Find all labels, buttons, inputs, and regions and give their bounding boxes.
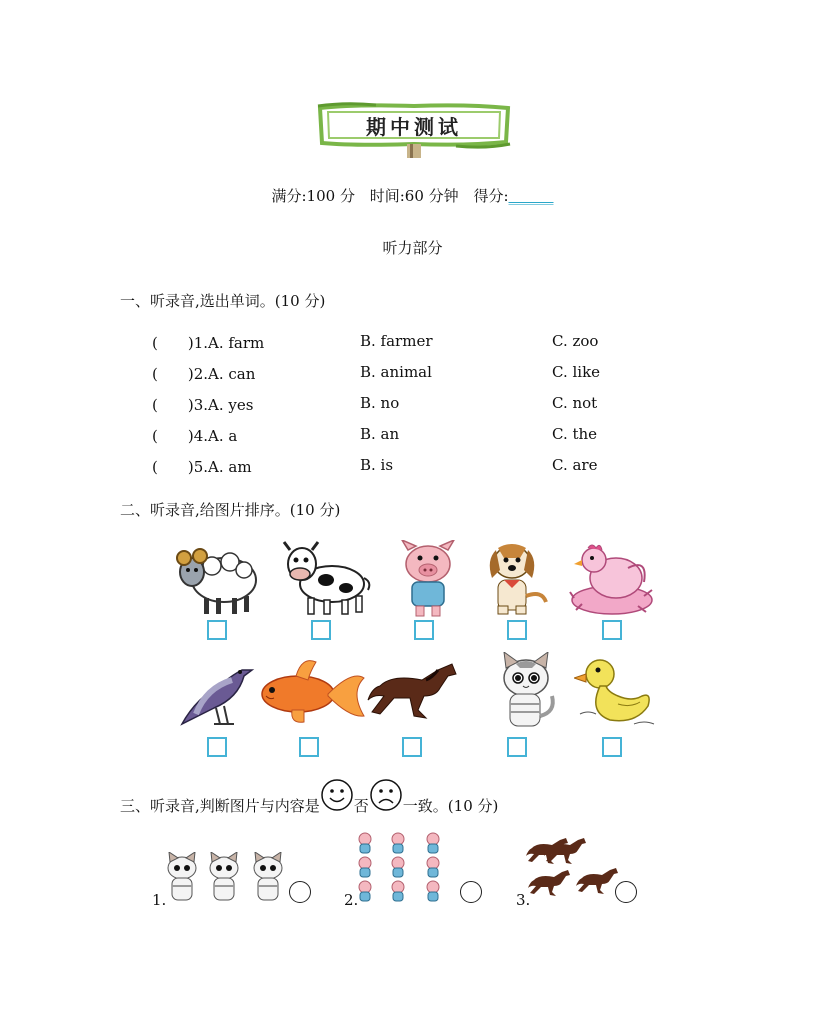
nine-pigs-picture (356, 832, 446, 904)
three-cats-picture (164, 852, 288, 904)
question-row (152, 394, 632, 416)
duck-order-box[interactable] (602, 737, 622, 757)
item-number: 1. (152, 891, 167, 909)
exam-info (0, 185, 825, 206)
hen-order-box[interactable] (602, 620, 622, 640)
question-stem[interactable]: ( )1.A. farm (152, 334, 265, 352)
section-2-title: 二、听录音,给图片排序。(10 分) (120, 501, 341, 519)
dog-order-box[interactable] (507, 620, 527, 640)
question-stem[interactable]: ( )4.A. a (152, 427, 238, 445)
score-blank[interactable]: ______ (508, 187, 554, 205)
title-banner (316, 102, 512, 160)
fish-order-box[interactable] (299, 737, 319, 757)
bird-picture (176, 652, 256, 732)
question-stem[interactable]: ( )3.A. yes (152, 396, 254, 414)
sheep-picture (172, 540, 260, 618)
section-1-title: 一、听录音,选出单词。(10 分) (120, 292, 326, 310)
part-title: 听力部分 (382, 239, 443, 257)
horse-picture (366, 660, 462, 722)
section-3-title: 三、听录音,判断图片与内容是 否 一致。(10 分) (120, 795, 498, 816)
option-b: B. animal (360, 363, 432, 381)
horse-order-box[interactable] (402, 737, 422, 757)
answer-circle[interactable] (460, 881, 482, 903)
item-number: 2. (344, 891, 359, 909)
option-c: C. the (552, 425, 598, 443)
option-b: B. farmer (360, 332, 433, 350)
question-row (152, 363, 632, 385)
option-c: C. not (552, 394, 598, 412)
three-horses-picture (526, 836, 618, 900)
time-limit: 时间:60 分钟 (369, 187, 459, 205)
option-c: C. are (552, 456, 598, 474)
page-title: 期中测试 (366, 115, 462, 139)
cat-order-box[interactable] (507, 737, 527, 757)
question-stem[interactable]: ( )5.A. am (152, 458, 252, 476)
fish-picture (256, 652, 366, 732)
pig-picture (398, 540, 458, 618)
option-c: C. zoo (552, 332, 599, 350)
answer-circle[interactable] (289, 881, 311, 903)
option-b: B. is (360, 456, 394, 474)
hen-picture (568, 538, 654, 618)
question-row (152, 425, 632, 447)
cat-picture (496, 652, 560, 732)
bird-order-box[interactable] (207, 737, 227, 757)
option-c: C. like (552, 363, 601, 381)
question-row (152, 456, 632, 478)
sad-face-icon (369, 778, 403, 812)
option-b: B. no (360, 394, 400, 412)
pig-order-box[interactable] (414, 620, 434, 640)
item-number: 3. (516, 891, 531, 909)
question-stem[interactable]: ( )2.A. can (152, 365, 256, 383)
cow-picture (278, 538, 372, 618)
option-b: B. an (360, 425, 400, 443)
question-row (152, 332, 632, 354)
smiley-face-icon (320, 778, 354, 812)
full-score: 满分:100 分 (271, 187, 355, 205)
cow-order-box[interactable] (311, 620, 331, 640)
score-label: 得分:______ (473, 187, 554, 205)
dog-picture (484, 540, 550, 618)
answer-circle[interactable] (615, 881, 637, 903)
sheep-order-box[interactable] (207, 620, 227, 640)
duck-picture (574, 652, 656, 732)
